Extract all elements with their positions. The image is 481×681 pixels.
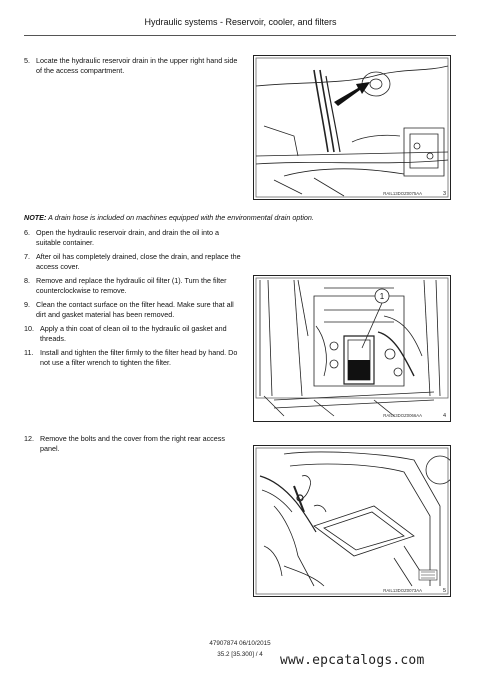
- note-label: NOTE:: [24, 213, 47, 222]
- footer-page-number: 35.2 [35.300] / 4: [217, 651, 263, 658]
- page-header-title: Hydraulic systems - Reservoir, cooler, and filters: [144, 17, 337, 27]
- step-text: Clean the contact surface on the filter head. Make sure that all dirt and gasket material has been removed.: [36, 300, 234, 320]
- filter-callout-label: 1: [379, 292, 385, 301]
- figure-reservoir-drain: [253, 55, 451, 200]
- figure-rear-access-panel: [253, 445, 451, 597]
- figure-id: RAIL13DOZ0075AA: [383, 191, 422, 196]
- figure-number: 5: [442, 588, 446, 594]
- footer-document-number: 47907874 06/10/2015: [209, 640, 271, 647]
- step-text: Remove the bolts and the cover from the right rear access panel.: [40, 434, 225, 454]
- step-text: Remove and replace the hydraulic oil filter (1). Turn the filter counterclockwise to remove.: [36, 276, 227, 296]
- step-number: 9.: [24, 300, 30, 309]
- step-text: Install and tighten the filter firmly to the filter head by hand. Do not use a filter wrench to tighten the filter.: [40, 348, 238, 368]
- note: [24, 213, 424, 222]
- step-text: Locate the hydraulic reservoir drain in the upper right hand side of the access compartment.: [36, 56, 238, 76]
- reservoir-drain-illustration: [254, 56, 450, 199]
- step-text: Apply a thin coat of clean oil to the hydraulic oil gasket and threads.: [40, 324, 227, 344]
- watermark-text: www.epcatalogs.com: [280, 653, 425, 668]
- step-number: 6.: [24, 228, 30, 237]
- step-text: After oil has completely drained, close the drain, and replace the access cover.: [36, 252, 241, 272]
- step-number: 12.: [24, 434, 34, 443]
- step-number: 10.: [24, 324, 34, 333]
- note-text: A drain hose is included on machines equipped with the environmental drain option.: [46, 213, 314, 222]
- step-number: 7.: [24, 252, 30, 261]
- header-divider: [24, 35, 456, 36]
- figure-id: RAIL13DOZ0073AA: [383, 588, 422, 593]
- figure-number: 3: [442, 191, 446, 197]
- hydraulic-filter-illustration: [254, 276, 450, 421]
- figure-id: RAIL13DOZ0066AA: [383, 413, 422, 418]
- step-number: 8.: [24, 276, 30, 285]
- figure-number: 4: [442, 413, 446, 419]
- step-number: 5.: [24, 56, 30, 65]
- step-text: Open the hydraulic reservoir drain, and drain the oil into a suitable container.: [36, 228, 219, 248]
- rear-access-panel-illustration: [254, 446, 450, 596]
- step-number: 11.: [24, 348, 34, 357]
- figure-hydraulic-filter: [253, 275, 451, 422]
